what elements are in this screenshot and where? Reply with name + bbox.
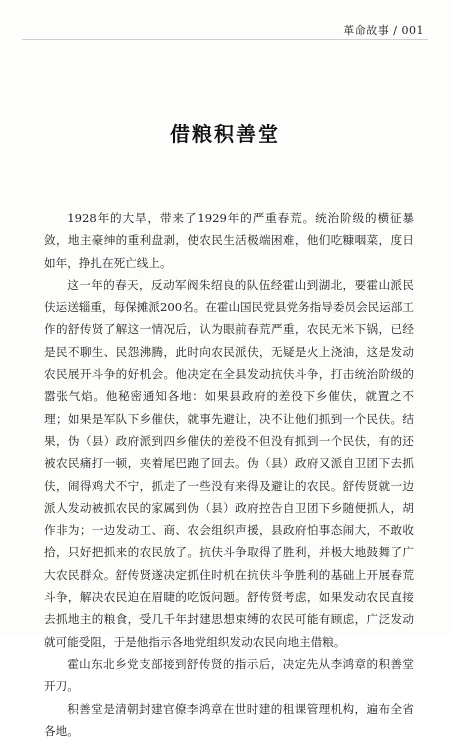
paragraph-3: 霍山东北乡党支部接到舒传贤的指示后，决定先从李鸿章的积善堂开刀。: [44, 656, 414, 694]
chapter-title: 借粮积善堂: [170, 122, 280, 146]
paragraph-4: 积善堂是清朝封建官僚李鸿章在世时建的租课管理机构，遍布全省各地。: [44, 701, 414, 738]
body-text: [44, 207, 414, 742]
running-header: [343, 22, 424, 38]
paragraph-1: 1928年的大旱，带来了1929年的严重春荒。统治阶级的横征暴敛，地主豪绅的重利盘剥，使农民生活极端困难，他们吃糠咽菜，度日如年，挣扎在死亡线上。: [44, 211, 414, 270]
header-section-title: 革命故事: [343, 24, 390, 37]
header-page-number: 001: [401, 23, 424, 37]
header-divider: [22, 39, 428, 40]
header-separator: /: [393, 23, 398, 37]
paragraph-2: 这一年的春天，反动军阀朱绍良的队伍经霍山到湖北，要霍山派民伕运送辎重，每保摊派200名。在霍山国民党县党务指导委员会民运部工作的舒传贤了解这一情况后，认为眼前春荒严重，农民无米下锅，已经是民不聊生、民怨沸腾，此时向农民派伕，无疑是火上浇油，这是发动农民展开斗争的好机会。他决定在全县发动抗伕斗争，打击统治阶级的嚣张气焰。他秘密通知各地：如果县政府的差役下乡催伕，就置之不理；如果是军队下乡催伕，就事先避让，决不让他们抓到一个民伕。结果，伪（县）政府派到四乡催伕的差役不但没有抓到一个民伕，有的还被农民痛打一顿，夹着尾巴跑了回去。伪（县）政府又派自卫团下去抓伕，闹得鸡犬不宁，抓走了一些没有来得及避让的农民。舒传贤就一边派人发动被抓农民的家属到伪（县）政府控告自卫团下乡随便抓人，胡作非为；一边发动工、商、农会组织声援，县政府怕事态闹大，不敢收拾，只好把抓来的农民放了。抗伕斗争取得了胜利，并极大地鼓舞了广大农民群众。舒传贤遂决定抓住时机在抗伕斗争胜利的基础上开展春荒斗争，解决农民迫在眉睫的吃饭问题。舒传贤考虑，如果发动农民直接去抓地主的粮食，受几千年封建思想束缚的农民可能有顾虑，广泛发动就可能受阻，于是他指示各地党组织发动农民向地主借粮。: [44, 277, 414, 649]
